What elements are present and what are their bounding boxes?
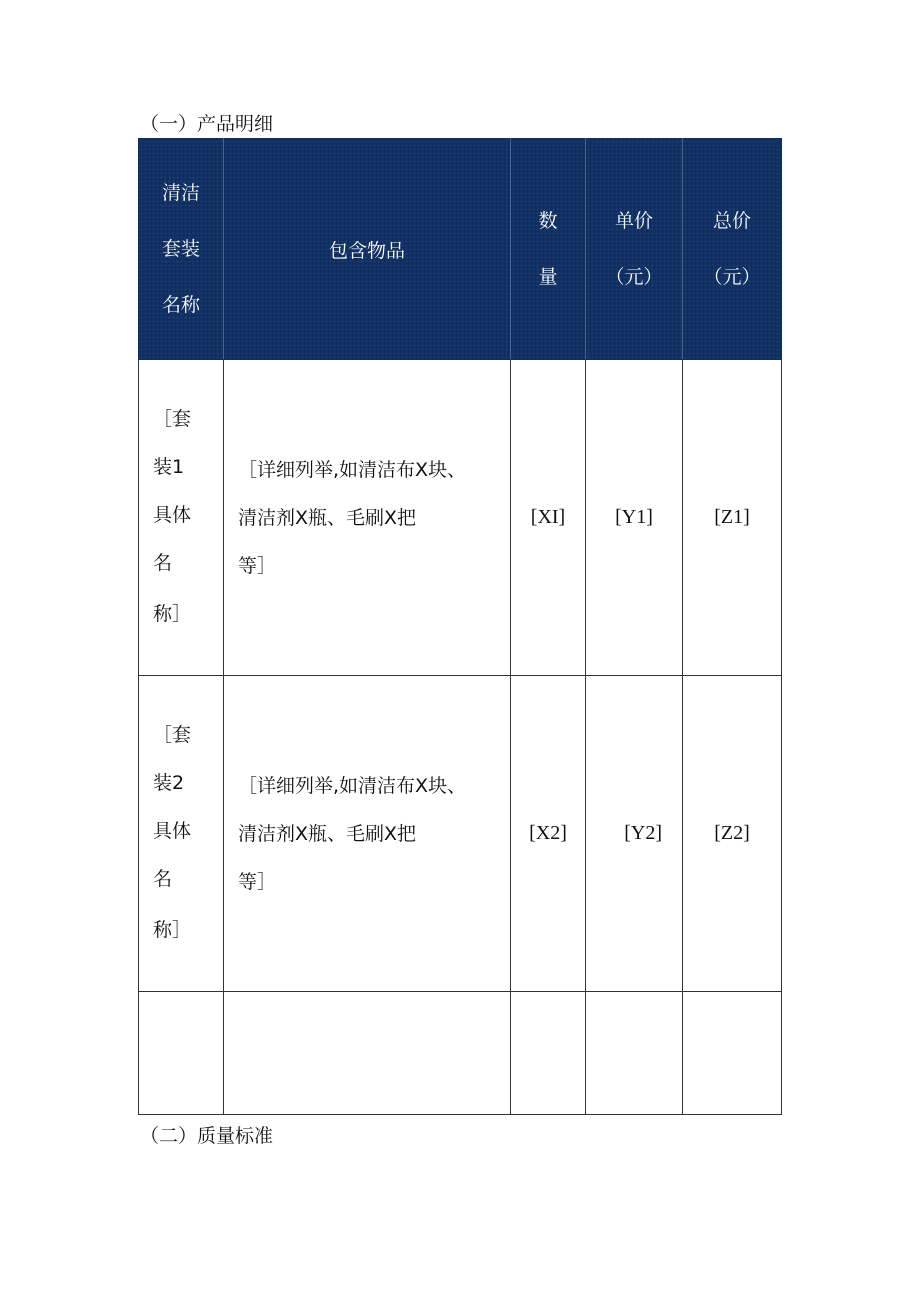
total-price-cell: [Z2] [683, 676, 782, 992]
header-total-price-line: 总价 [712, 210, 751, 232]
package-name-line: 具体 [153, 819, 192, 842]
package-name-line: ［套 [153, 723, 192, 746]
header-quantity-line: 量 [538, 266, 558, 288]
package-name-cell [139, 676, 224, 992]
package-name-line: 名 [153, 551, 173, 574]
header-total-price [683, 139, 782, 360]
package-name-cell [139, 360, 224, 676]
included-items-line: ［详细列举,如清洁布X块、 [238, 774, 467, 797]
included-items-cell [224, 676, 511, 992]
empty-cell [511, 992, 586, 1115]
package-name-line: 名 [153, 867, 173, 890]
package-name-line: 称］ [153, 602, 192, 625]
header-unit-price-line: 单价 [614, 210, 653, 232]
total-price-cell: [Z1] [683, 360, 782, 676]
header-total-price-line: （元） [703, 266, 761, 288]
header-included-items: 包含物品 [224, 139, 511, 360]
quantity-cell: [X2] [511, 676, 586, 992]
unit-price-cell: [Y2] [586, 676, 683, 992]
included-items-line: 清洁剂X瓶、毛刷X把 [238, 506, 417, 529]
header-quantity-line: 数 [538, 210, 558, 232]
included-items-line: 清洁剂X瓶、毛刷X把 [238, 822, 417, 845]
included-items-line: 等］ [238, 554, 277, 577]
table-row-empty [139, 992, 782, 1115]
header-package-name-line: 清洁 [161, 182, 200, 204]
table-row [139, 676, 782, 992]
included-items-cell [224, 360, 511, 676]
package-name-line: ［套 [153, 407, 192, 430]
table-row [139, 360, 782, 676]
unit-price-cell: [Y1] [586, 360, 683, 676]
empty-cell [683, 992, 782, 1115]
header-package-name-line: 名称 [161, 294, 200, 316]
included-items-line: ［详细列举,如清洁布X块、 [238, 458, 467, 481]
package-name-line: 装2 [153, 771, 185, 794]
section-title-product-details: （一）产品明细 [140, 113, 274, 135]
package-name-line: 具体 [153, 503, 192, 526]
package-name-line: 装1 [153, 455, 185, 478]
empty-cell [586, 992, 683, 1115]
included-items-line: 等］ [238, 870, 277, 893]
quantity-cell: [XI] [511, 360, 586, 676]
header-package-name-line: 套装 [161, 238, 200, 260]
package-name-line: 称］ [153, 918, 192, 941]
empty-cell [224, 992, 511, 1115]
header-package-name [139, 139, 224, 360]
section-title-quality-standards: （二）质量标准 [140, 1125, 274, 1147]
table-header-row [139, 139, 782, 360]
header-unit-price-line: （元） [605, 266, 663, 288]
header-quantity [511, 139, 586, 360]
empty-cell [139, 992, 224, 1115]
product-details-table [138, 138, 782, 1115]
header-unit-price [586, 139, 683, 360]
